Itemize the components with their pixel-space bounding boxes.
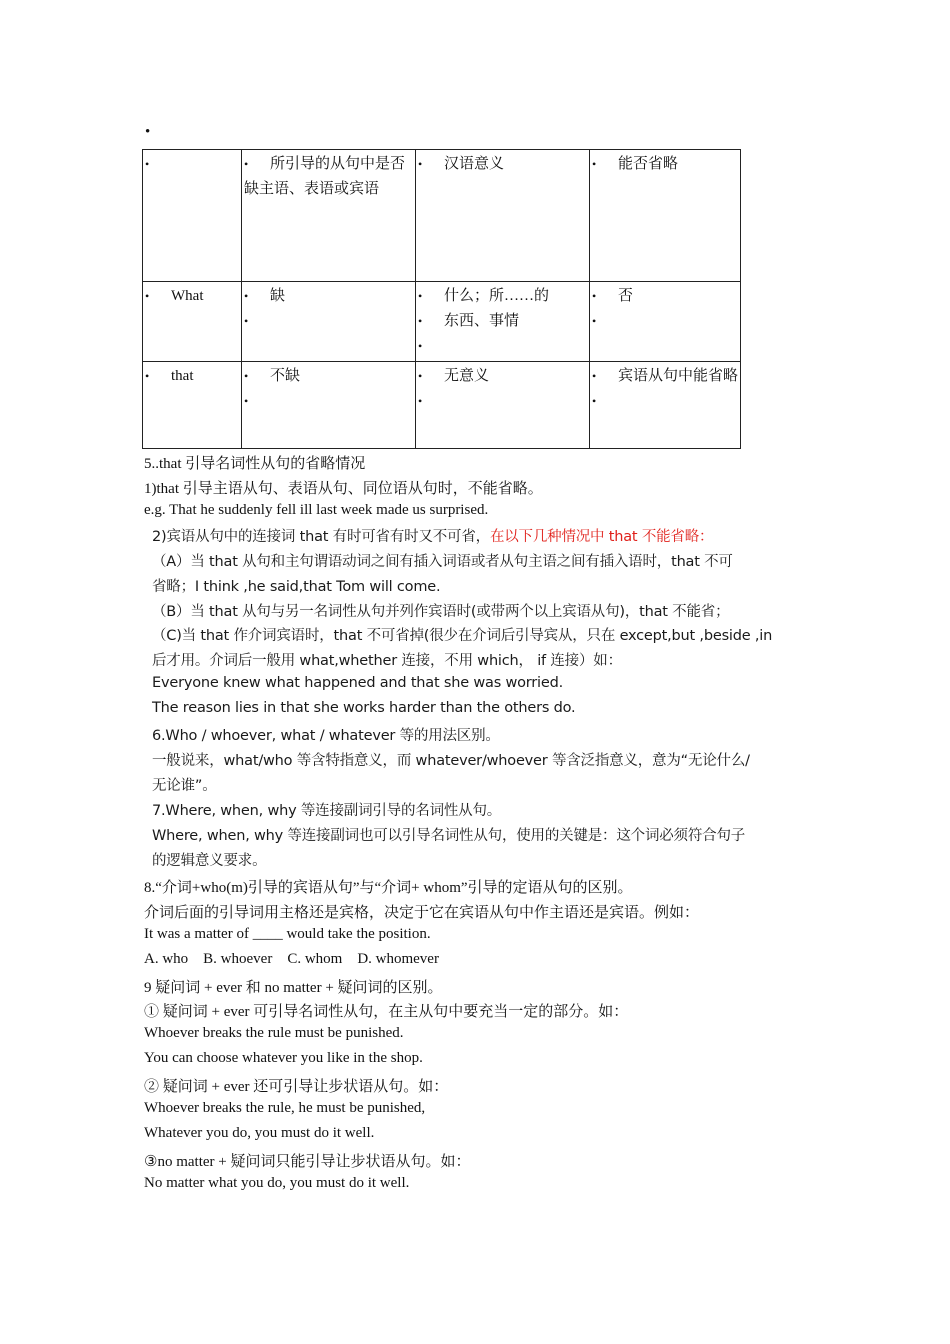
meaning-text-1: 什么；所……的 — [444, 288, 550, 304]
cell-omit — [590, 282, 741, 362]
table-row — [143, 362, 741, 449]
rule-a-line-2: 省略；I think ,he said,that Tom will come. — [152, 579, 441, 595]
header-cell-meaning — [416, 150, 590, 282]
cell-word — [143, 362, 242, 449]
section-8-heading: 8.“介词+who(m)引导的宾语从句”与“介词+ whom”引导的定语从句的区别。 — [144, 880, 633, 896]
table-row — [143, 282, 741, 362]
bullet: • — [145, 289, 150, 303]
bullet: • — [418, 394, 423, 408]
header-cell-empty — [143, 150, 242, 282]
rule-a-line-1: （A）当 that 从句和主句谓语动词之间有插入词语或者从句主语之间有插入语时，that 不可 — [152, 554, 733, 570]
bullet: • — [592, 157, 597, 171]
bullet: • — [418, 314, 423, 328]
header-meaning-text: 汉语意义 — [444, 156, 505, 172]
header-lack-text: 所引导的从句中是否缺主语、表语或宾语 — [244, 156, 406, 197]
word-what: What — [171, 288, 204, 304]
rule-2-red-text: 在以下几种情况中 that 不能省略： — [489, 529, 714, 545]
rule-2-line — [152, 525, 713, 546]
bullet: • — [592, 289, 597, 303]
example-1: Everyone knew what happened and that she was worried. — [152, 675, 564, 691]
comparison-table — [142, 149, 741, 449]
answer-options: A. who B. whoever C. whom D. whomever — [144, 951, 439, 967]
section-7-line-2: 的逻辑意义要求。 — [152, 853, 267, 869]
omit-text: 宾语从句中能省略 — [618, 368, 739, 384]
section-5-rule-1: 1)that 引导主语从句、表语从句、同位语从句时，不能省略。 — [144, 481, 543, 497]
cell-lack — [242, 282, 416, 362]
example-sentence: e.g. That he suddenly fell ill last week made us surprised. — [144, 502, 489, 518]
omit-text: 否 — [618, 288, 634, 304]
bullet: • — [418, 289, 423, 303]
bullet: • — [592, 394, 597, 408]
rule-c-line-1: （C)当 that 作介词宾语时，that 不可省掉(很少在介词后引导宾从，只在 except,but ,beside ,in — [152, 628, 773, 644]
section-7-heading: 7.Where, when, why 等连接副词引导的名词性从句。 — [152, 803, 502, 819]
section-9-example-3: No matter what you do, you must do it well. — [144, 1175, 410, 1191]
cell-meaning — [416, 362, 590, 449]
bullet: • — [244, 289, 249, 303]
meaning-text-1: 无意义 — [444, 368, 490, 384]
section-9-example-1a: Whoever breaks the rule must be punished. — [144, 1025, 404, 1041]
bullet: • — [418, 369, 423, 383]
lack-text: 不缺 — [270, 368, 301, 384]
header-cell-lack — [242, 150, 416, 282]
section-9-point-3: ③no matter + 疑问词只能引导让步状语从句。如： — [144, 1154, 471, 1170]
bullet: • — [244, 314, 249, 328]
bullet: • — [145, 157, 150, 171]
rule-c-line-2: 后才用。介词后一般用 what,whether 连接，不用 which， if 连接）如： — [152, 653, 622, 669]
bullet: • — [244, 394, 249, 408]
header-omit-text: 能否省略 — [618, 156, 679, 172]
section-5-heading: 5..that 引导名词性从句的省略情况 — [144, 456, 366, 472]
cell-word — [143, 282, 242, 362]
section-6-heading: 6.Who / whoever, what / whatever 等的用法区别。 — [152, 728, 500, 744]
example-2: The reason lies in that she works harder than the others do. — [152, 700, 576, 716]
meaning-text-2: 东西、事情 — [444, 313, 520, 329]
lack-text: 缺 — [270, 288, 286, 304]
section-9-point-2: ② 疑问词 + ever 还可引导让步状语从句。如： — [144, 1079, 449, 1095]
bullet: • — [145, 124, 151, 140]
bullet: • — [418, 157, 423, 171]
bullet: • — [244, 157, 249, 171]
table-header-row — [143, 150, 741, 282]
section-9-point-1: ① 疑问词 + ever 可引导名词性从句，在主从句中要充当一定的部分。如： — [144, 1004, 629, 1020]
section-9-example-2b: Whatever you do, you must do it well. — [144, 1125, 375, 1141]
header-cell-omit — [590, 150, 741, 282]
rule-b-line: （B）当 that 从句与另一名词性从句并列作宾语时(或带两个以上宾语从句)，that 不能省； — [152, 604, 730, 620]
bullet: • — [244, 369, 249, 383]
word-that: that — [171, 368, 194, 384]
cell-omit — [590, 362, 741, 449]
section-9-heading: 9 疑问词 + ever 和 no matter + 疑问词的区别。 — [144, 980, 443, 996]
bullet: • — [592, 314, 597, 328]
section-7-line-1: Where, when, why 等连接副词也可以引导名词性从句，使用的关键是：这个词必须符合句子 — [152, 828, 746, 844]
bullet: • — [592, 369, 597, 383]
rule-2-text: 2)宾语从句中的连接词 that 有时可省有时又不可省， — [152, 529, 490, 545]
question: It was a matter of ____ would take the position. — [144, 926, 431, 942]
section-6-line-2: 无论谁”。 — [152, 778, 217, 794]
section-9-example-2a: Whoever breaks the rule, he must be punished, — [144, 1100, 426, 1116]
cell-meaning — [416, 282, 590, 362]
section-6-line-1: 一般说来，what/who 等含特指意义，而 whatever/whoever 等含泛指意义，意为“无论什么/ — [152, 753, 750, 769]
bullet: • — [145, 369, 150, 383]
cell-lack — [242, 362, 416, 449]
section-8-line: 介词后面的引导词用主格还是宾格，决定于它在宾语从句中作主语还是宾语。例如： — [144, 905, 700, 921]
bullet: • — [418, 339, 423, 353]
section-9-example-1b: You can choose whatever you like in the shop. — [144, 1050, 423, 1066]
